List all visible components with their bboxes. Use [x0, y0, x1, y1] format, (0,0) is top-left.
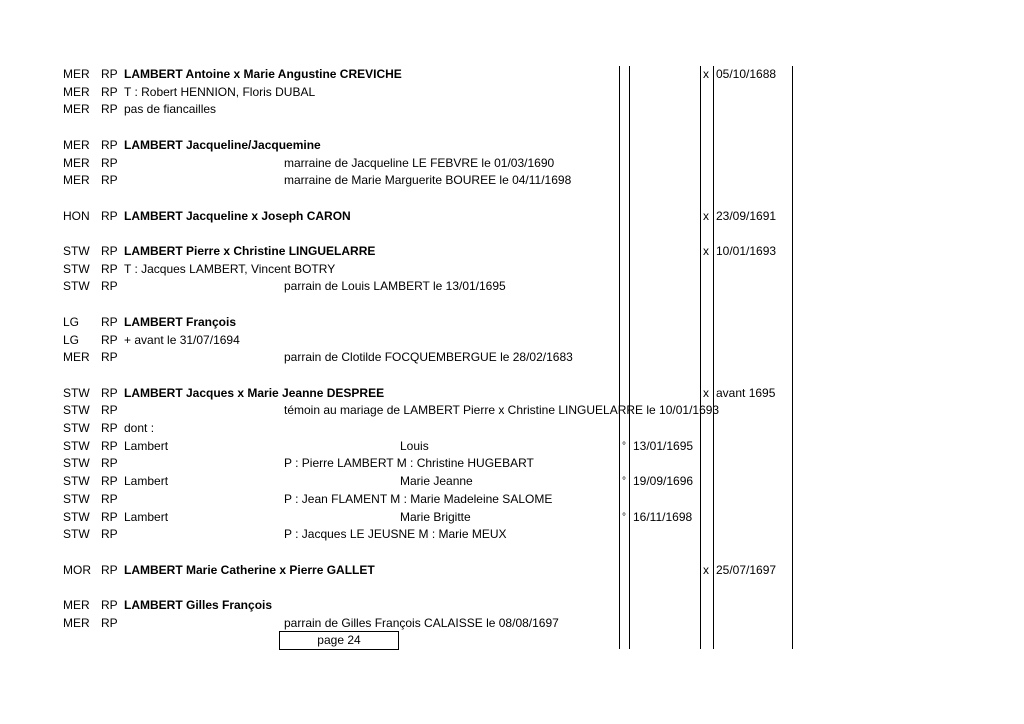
blank-row	[0, 579, 1024, 597]
marriage-date: avant 1695	[716, 385, 776, 400]
register-code: RP	[101, 137, 118, 152]
place-code: MER	[63, 173, 90, 188]
entry-text: LAMBERT Antoine x Marie Angustine CREVICHE	[124, 67, 402, 81]
record-row	[0, 509, 1024, 527]
register-code: RP	[101, 438, 118, 453]
place-code: MER	[63, 137, 90, 152]
record-row	[0, 349, 1024, 367]
register-code: RP	[101, 456, 118, 471]
child-name: Marie Jeanne	[400, 474, 473, 489]
marriage-mark: x	[703, 562, 709, 577]
record-row	[0, 455, 1024, 473]
entry-text: LAMBERT François	[124, 314, 237, 329]
marriage-date: 23/09/1691	[716, 208, 777, 223]
record-row	[0, 314, 1024, 332]
marriage-date: 05/10/1688	[716, 67, 777, 81]
record-row	[0, 420, 1024, 438]
record-row	[0, 155, 1024, 173]
register-code: RP	[101, 421, 118, 435]
register-code: RP	[101, 491, 118, 506]
record-row	[0, 562, 1024, 580]
entry-detail: P : Jacques LE JEUSNE M : Marie MEUX	[284, 527, 507, 542]
register-code: RP	[101, 385, 118, 400]
place-code: STW	[63, 474, 90, 489]
entry-text: Lambert	[124, 438, 169, 453]
marriage-mark: x	[703, 67, 709, 81]
register-code: RP	[101, 598, 118, 612]
record-row	[0, 385, 1024, 403]
place-code: HON	[63, 208, 90, 223]
record-row	[0, 66, 1024, 84]
place-code: LG	[63, 332, 80, 347]
record-row	[0, 438, 1024, 456]
register-code: RP	[101, 102, 118, 117]
register-code: RP	[101, 527, 118, 542]
entry-detail: parrain de Clotilde FOCQUEMBERGUE le 28/02/1683	[284, 350, 573, 365]
place-code: STW	[63, 491, 90, 506]
record-row	[0, 243, 1024, 261]
entry-text: + avant le 31/07/1694	[124, 332, 240, 347]
baptism-date: 16/11/1698	[633, 509, 693, 524]
baptism-date: 19/09/1696	[633, 474, 694, 489]
entry-text: LAMBERT Jacqueline/Jacquemine	[124, 137, 321, 152]
entry-detail: témoin au mariage de LAMBERT Pierre x Christine LINGUELARRE le 10/01/1693	[284, 403, 720, 418]
blank-row	[0, 190, 1024, 208]
marriage-mark: x	[703, 208, 709, 223]
marriage-date: 10/01/1693	[716, 244, 777, 258]
entry-detail: marraine de Marie Marguerite BOUREE le 04/11/1698	[284, 173, 572, 188]
entry-detail: parrain de Gilles François CALAISSE le 08/08/1697	[284, 615, 559, 630]
register-code: RP	[101, 314, 118, 329]
entry-detail: parrain de Louis LAMBERT le 13/01/1695	[284, 279, 506, 294]
record-row	[0, 208, 1024, 226]
place-code: MER	[63, 598, 90, 612]
entry-text: T : Jacques LAMBERT, Vincent BOTRY	[124, 261, 336, 276]
entry-detail: P : Jean FLAMENT M : Marie Madeleine SALOME	[284, 491, 553, 506]
place-code: MOR	[63, 562, 91, 577]
entry-detail: P : Pierre LAMBERT M : Christine HUGEBART	[284, 456, 534, 471]
register-code: RP	[101, 173, 118, 188]
record-row	[0, 332, 1024, 350]
entry-text: LAMBERT Jacques x Marie Jeanne DESPREE	[124, 385, 385, 400]
entry-text: dont :	[124, 421, 155, 435]
record-row	[0, 172, 1024, 190]
child-name: Marie Brigitte	[400, 509, 471, 524]
marriage-mark: x	[703, 244, 709, 258]
child-name: Louis	[400, 438, 429, 453]
place-code: STW	[63, 385, 90, 400]
record-row	[0, 278, 1024, 296]
entry-text: Lambert	[124, 474, 169, 489]
entry-text: LAMBERT Marie Catherine x Pierre GALLET	[124, 562, 375, 577]
place-code: MER	[63, 615, 90, 630]
record-row	[0, 597, 1024, 615]
entry-text: LAMBERT Pierre x Christine LINGUELARRE	[124, 244, 376, 258]
place-code: STW	[63, 527, 90, 542]
entry-detail: marraine de Jacqueline LE FEBVRE le 01/03/1690	[284, 155, 555, 170]
register-code: RP	[101, 67, 118, 81]
marriage-mark: x	[703, 385, 709, 400]
place-code: STW	[63, 421, 90, 435]
blank-row	[0, 225, 1024, 243]
record-row	[0, 526, 1024, 544]
register-code: RP	[101, 509, 118, 524]
record-row	[0, 491, 1024, 509]
record-row	[0, 137, 1024, 155]
register-code: RP	[101, 208, 118, 223]
record-row	[0, 473, 1024, 491]
register-code: RP	[101, 615, 118, 630]
register-code: RP	[101, 474, 118, 489]
baptism-date: 13/01/1695	[633, 438, 694, 453]
entry-text: LAMBERT Gilles François	[124, 598, 273, 612]
register-code: RP	[101, 155, 118, 170]
marriage-date: 25/07/1697	[716, 562, 777, 577]
blank-row	[0, 119, 1024, 137]
entry-text: T : Robert HENNION, Floris DUBAL	[124, 84, 316, 99]
place-code: STW	[63, 456, 90, 471]
place-code: STW	[63, 403, 90, 418]
page-number: page 24	[279, 631, 399, 650]
place-code: MER	[63, 102, 90, 117]
register-code: RP	[101, 279, 118, 294]
place-code: MER	[63, 350, 90, 365]
place-code: MER	[63, 155, 90, 170]
register-code: RP	[101, 350, 118, 365]
record-row	[0, 615, 1024, 633]
record-row	[0, 402, 1024, 420]
place-code: STW	[63, 244, 90, 258]
entry-text: LAMBERT Jacqueline x Joseph CARON	[124, 208, 351, 223]
register-code: RP	[101, 261, 118, 276]
record-row	[0, 101, 1024, 119]
place-code: LG	[63, 314, 80, 329]
register-code: RP	[101, 84, 118, 99]
register-code: RP	[101, 562, 118, 577]
place-code: STW	[63, 509, 90, 524]
blank-row	[0, 296, 1024, 314]
place-code: STW	[63, 261, 90, 276]
record-row	[0, 261, 1024, 279]
register-code: RP	[101, 403, 118, 418]
entry-text: Lambert	[124, 509, 169, 524]
register-code: RP	[101, 244, 118, 258]
place-code: STW	[63, 438, 90, 453]
blank-row	[0, 544, 1024, 562]
baptism-mark: °	[622, 511, 626, 523]
baptism-mark: °	[622, 440, 626, 452]
entry-text: pas de fiancailles	[124, 102, 217, 117]
place-code: MER	[63, 67, 90, 81]
place-code: STW	[63, 279, 90, 294]
baptism-mark: °	[622, 476, 626, 488]
blank-row	[0, 367, 1024, 385]
register-code: RP	[101, 332, 118, 347]
record-row	[0, 84, 1024, 102]
place-code: MER	[63, 84, 90, 99]
